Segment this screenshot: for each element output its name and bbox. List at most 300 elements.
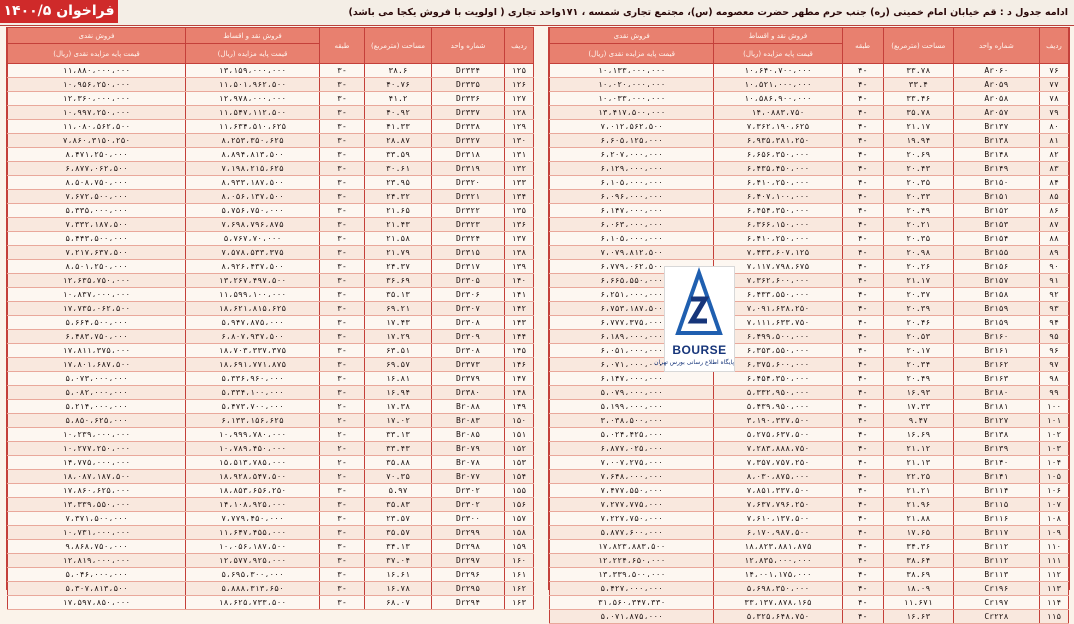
- cell-unit-number: Cr۱۹۷: [953, 596, 1039, 610]
- cell-cash-price: ۶،۱۴۷،۰۰۰،۰۰۰: [550, 372, 714, 386]
- cell-cash-price: ۶،۰۷۱،۰۰۰،۰۰۰: [550, 358, 714, 372]
- cell-cash-price: ۱۷،۷۳۵،۰۶۲،۵۰۰: [8, 302, 186, 316]
- cell-unit-number: Br۱۶۲: [953, 358, 1039, 372]
- cell-installment-price: ۶،۴۵۴،۳۵۰،۰۰۰: [714, 204, 842, 218]
- cell-cash-price: ۱۰،۱۳۳،۰۰۰،۰۰۰: [550, 64, 714, 78]
- cell-floor: -۳: [320, 512, 365, 526]
- cell-row-number: ۱۳۴: [505, 190, 534, 204]
- cell-area: ۲۰.۴۳: [883, 162, 953, 176]
- table-row: [550, 64, 1069, 78]
- cell-row-number: ۱۴۶: [505, 358, 534, 372]
- cell-installment-price: ۵،۳۲۵،۶۴۸،۷۵۰: [714, 610, 842, 624]
- cell-cash-price: ۵،۲۱۴،۰۰۰،۰۰۰: [8, 400, 186, 414]
- cell-row-number: ۸۸: [1039, 232, 1068, 246]
- cell-cash-price: ۷،۲۲۷،۷۵۰،۰۰۰: [550, 512, 714, 526]
- cell-cash-price: ۶،۸۷۷،۰۲۵،۰۰۰: [550, 442, 714, 456]
- cell-unit-number: Dr۳۰۶: [432, 288, 505, 302]
- cell-area: ۳۵.۸۸: [365, 456, 432, 470]
- cell-floor: -۴: [842, 330, 883, 344]
- cell-floor: -۴: [842, 288, 883, 302]
- cell-area: ۱۱.۶۷۱: [883, 596, 953, 610]
- table-row: [550, 470, 1069, 484]
- table-row: [8, 386, 534, 400]
- header-area: مساحت (مترمربع): [365, 28, 432, 64]
- cell-unit-number: Br۰۷۹: [432, 442, 505, 456]
- cell-area: ۳۸.۶۹: [883, 568, 953, 582]
- cell-row-number: ۱۲۵: [505, 64, 534, 78]
- cell-area: ۲۱.۵۸: [365, 232, 432, 246]
- header-cash-price: قیمت پایه مزایده نقدی (ریال): [550, 44, 714, 64]
- cell-row-number: ۸۵: [1039, 190, 1068, 204]
- cell-area: ۳۷.۰۴: [365, 554, 432, 568]
- announcement-tag: فراخوان ۱۴۰۰/۵: [0, 0, 118, 23]
- cell-row-number: ۸۲: [1039, 148, 1068, 162]
- table-row: [550, 78, 1069, 92]
- cell-installment-price: ۷،۶۳۷،۷۹۶،۲۵۰: [714, 498, 842, 512]
- cell-row-number: ۱۱۴: [1039, 596, 1068, 610]
- cell-floor: -۳: [320, 302, 365, 316]
- cell-cash-price: ۱۷،۸۰۱،۶۸۷،۵۰۰: [8, 358, 186, 372]
- cell-cash-price: ۵،۴۴۳،۵۰۰،۰۰۰: [8, 232, 186, 246]
- cell-unit-number: Ar۰۵۷: [953, 106, 1039, 120]
- cell-unit-number: Br۱۵۰: [953, 176, 1039, 190]
- table-row: [550, 568, 1069, 582]
- logo-wordmark: BOURSE: [672, 343, 727, 357]
- cell-floor: -۴: [842, 512, 883, 526]
- table-row: [550, 204, 1069, 218]
- table-row: [8, 106, 534, 120]
- table-row: [550, 148, 1069, 162]
- table-row: [8, 526, 534, 540]
- table-row: [550, 414, 1069, 428]
- cell-installment-price: ۶،۳۷۵،۶۰۰،۰۰۰: [714, 358, 842, 372]
- cell-installment-price: ۷،۶۹۸،۷۹۶،۸۷۵: [186, 218, 320, 232]
- cell-row-number: ۹۳: [1039, 302, 1068, 316]
- cell-unit-number: Dr۳۰۲: [432, 498, 505, 512]
- cell-floor: -۴: [842, 218, 883, 232]
- cell-floor: -۴: [842, 190, 883, 204]
- cell-row-number: ۱۴۸: [505, 386, 534, 400]
- table-row: [550, 498, 1069, 512]
- cell-unit-number: Br۱۶۳: [953, 372, 1039, 386]
- cell-unit-number: Br۱۲۷: [953, 414, 1039, 428]
- cell-area: ۶۸.۰۷: [365, 596, 432, 610]
- cell-cash-price: ۷،۰۱۲،۵۶۲،۵۰۰: [550, 120, 714, 134]
- bourse-logo: [654, 266, 735, 372]
- table-row: [550, 274, 1069, 288]
- cell-floor: -۳: [320, 148, 365, 162]
- cell-unit-number: Br۱۶۰: [953, 330, 1039, 344]
- cell-unit-number: Dr۳۱۵: [432, 246, 505, 260]
- cell-unit-number: Dr۳۲۳: [432, 218, 505, 232]
- cell-floor: -۳: [320, 316, 365, 330]
- cell-area: ۳۰.۶۱: [365, 162, 432, 176]
- cell-floor: -۴: [842, 470, 883, 484]
- cell-floor: -۳: [320, 246, 365, 260]
- page-title: ادامه جدول د : قم خیابان امام خمینی (ره) جنب حرم مطهر حضرت معصومه (س)، مجتمع تجاری شمسه ، ۱۷۱واحد تجاری ( اولویت با فروش یکجا می باشد): [348, 7, 1068, 18]
- cell-floor: -۳: [320, 204, 365, 218]
- cell-row-number: ۱۰۰: [1039, 400, 1068, 414]
- cell-cash-price: ۶،۱۰۵،۰۰۰،۰۰۰: [550, 232, 714, 246]
- cell-area: ۲۴.۳۷: [365, 260, 432, 274]
- cell-installment-price: ۷،۳۶۲،۶۰۰،۰۰۰: [714, 274, 842, 288]
- cell-unit-number: Dr۳۲۲: [432, 204, 505, 218]
- table-row: [550, 344, 1069, 358]
- table-row: [8, 372, 534, 386]
- cell-area: ۲۰.۲۶: [883, 260, 953, 274]
- cell-cash-price: ۶،۱۲۹،۰۰۰،۰۰۰: [550, 162, 714, 176]
- cell-row-number: ۹۹: [1039, 386, 1068, 400]
- cell-unit-number: Br۱۱۶: [953, 512, 1039, 526]
- table-row: [550, 92, 1069, 106]
- cell-installment-price: ۷،۵۷۸،۵۳۳،۳۷۵: [186, 246, 320, 260]
- cell-area: ۱۶.۶۳: [883, 610, 953, 624]
- cell-unit-number: Dr۳۳۵: [432, 78, 505, 92]
- cell-area: ۱۶.۸۱: [365, 372, 432, 386]
- cell-installment-price: ۷،۸۵۱،۳۳۷،۵۰۰: [714, 484, 842, 498]
- cell-row-number: ۸۰: [1039, 120, 1068, 134]
- cell-unit-number: Dr۳۱۹: [432, 162, 505, 176]
- table-row: [8, 148, 534, 162]
- cell-cash-price: ۱۰،۲۳۹،۰۰۰،۰۰۰: [8, 428, 186, 442]
- cell-unit-number: Br۱۵۳: [953, 218, 1039, 232]
- cell-cash-price: ۶،۱۸۹،۰۰۰،۰۰۰: [550, 330, 714, 344]
- cell-row-number: ۱۳۵: [505, 204, 534, 218]
- cell-row-number: ۱۴۱: [505, 288, 534, 302]
- cell-unit-number: Br۱۸۱: [953, 400, 1039, 414]
- units-table-left: [6, 27, 534, 607]
- cell-cash-price: ۱۰،۰۲۰،۰۰۰،۰۰۰: [550, 78, 714, 92]
- cell-unit-number: Br۰۸۸: [432, 400, 505, 414]
- cell-cash-price: ۹،۸۶۸،۷۵۰،۰۰۰: [8, 540, 186, 554]
- cell-row-number: ۹۶: [1039, 344, 1068, 358]
- cell-row-number: ۱۳۱: [505, 148, 534, 162]
- cell-area: ۲۱.۶۵: [365, 204, 432, 218]
- cell-row-number: ۱۵۰: [505, 414, 534, 428]
- cell-row-number: ۱۵۸: [505, 526, 534, 540]
- table-row: [8, 162, 534, 176]
- table-row: [550, 134, 1069, 148]
- table-row: [8, 344, 534, 358]
- cell-cash-price: ۱۷،۵۹۷،۸۵۰،۰۰۰: [8, 596, 186, 610]
- cell-floor: -۴: [842, 456, 883, 470]
- cell-cash-price: ۶،۶۰۵،۱۲۵،۰۰۰: [550, 134, 714, 148]
- cell-area: ۲۲.۲۵: [883, 470, 953, 484]
- cell-unit-number: Dr۳۱۸: [432, 148, 505, 162]
- cell-cash-price: ۱۰،۲۷۷،۲۵۰،۰۰۰: [8, 442, 186, 456]
- cell-unit-number: Br۱۵۸: [953, 288, 1039, 302]
- cell-cash-price: ۵،۶۶۴،۵۰۰،۰۰۰: [8, 316, 186, 330]
- header-floor: طبقه: [842, 28, 883, 64]
- cell-row-number: ۱۵۴: [505, 470, 534, 484]
- cell-floor: -۴: [842, 358, 883, 372]
- cell-row-number: ۸۳: [1039, 162, 1068, 176]
- table-row: [8, 316, 534, 330]
- cell-floor: -۴: [842, 414, 883, 428]
- cell-cash-price: ۶،۱۴۷،۰۰۰،۰۰۰: [550, 204, 714, 218]
- cell-installment-price: ۶،۴۱۰،۲۵۰،۰۰۰: [714, 232, 842, 246]
- cell-floor: -۳: [320, 386, 365, 400]
- table-row: [550, 484, 1069, 498]
- cell-cash-price: ۸،۴۷۱،۲۵۰،۰۰۰: [8, 148, 186, 162]
- table-row: [8, 176, 534, 190]
- cell-installment-price: ۵،۶۹۸،۳۵۰،۰۰۰: [714, 582, 842, 596]
- cell-area: ۲۱.۱۳: [883, 456, 953, 470]
- header-installment-group: فروش نقد و اقساط: [186, 28, 320, 44]
- table-row: [550, 162, 1069, 176]
- cell-unit-number: Dr۳۰۸: [432, 344, 505, 358]
- cell-cash-price: ۵،۱۹۹،۰۰۰،۰۰۰: [550, 400, 714, 414]
- cell-area: ۱۷.۶۵: [883, 526, 953, 540]
- table-row: [8, 456, 534, 470]
- cell-cash-price: ۵،۴۲۷،۰۰۰،۰۰۰: [550, 582, 714, 596]
- cell-row-number: ۱۰۳: [1039, 442, 1068, 456]
- cell-installment-price: ۷،۷۷۹،۴۵۰،۰۰۰: [186, 512, 320, 526]
- cell-floor: -۳: [320, 596, 365, 610]
- cell-area: ۲۰.۴۹: [883, 372, 953, 386]
- table-row: [550, 386, 1069, 400]
- cell-row-number: ۱۵۵: [505, 484, 534, 498]
- cell-row-number: ۸۱: [1039, 134, 1068, 148]
- cell-installment-price: ۱۰،۰۵۶،۱۸۷،۵۰۰: [186, 540, 320, 554]
- cell-row-number: ۱۴۷: [505, 372, 534, 386]
- cell-unit-number: Dr۲۹۸: [432, 540, 505, 554]
- cell-unit-number: Br۱۴۸: [953, 148, 1039, 162]
- cell-installment-price: ۶،۱۳۳،۱۵۶،۶۲۵: [186, 414, 320, 428]
- cell-installment-price: ۷،۶۱۰،۱۳۷،۵۰۰: [714, 512, 842, 526]
- table-row: [550, 302, 1069, 316]
- table-row: [8, 120, 534, 134]
- cell-installment-price: ۷،۱۱۱،۶۳۳،۷۵۰: [714, 316, 842, 330]
- table-row: [8, 568, 534, 582]
- cell-floor: -۳: [320, 260, 365, 274]
- cell-unit-number: Br۱۵۷: [953, 274, 1039, 288]
- cell-installment-price: ۷،۰۹۱،۶۳۸،۲۵۰: [714, 302, 842, 316]
- table-row: [550, 540, 1069, 554]
- cell-floor: -۳: [320, 372, 365, 386]
- table-row: [550, 218, 1069, 232]
- cell-area: ۲۱.۴۳: [365, 218, 432, 232]
- cell-area: ۵.۹۷: [365, 484, 432, 498]
- cell-unit-number: Br۱۳۹: [953, 442, 1039, 456]
- cell-cash-price: ۶،۸۷۷،۰۶۲،۵۰۰: [8, 162, 186, 176]
- table-row: [550, 442, 1069, 456]
- cell-installment-price: ۱۸،۶۲۵،۷۳۳،۵۰۰: [186, 596, 320, 610]
- cell-row-number: ۱۰۷: [1039, 498, 1068, 512]
- cell-floor: -۲: [320, 428, 365, 442]
- cell-unit-number: Br۱۴۱: [953, 470, 1039, 484]
- cell-row-number: ۹۸: [1039, 372, 1068, 386]
- units-table-right: [548, 27, 1070, 621]
- cell-unit-number: Br۱۵۹: [953, 302, 1039, 316]
- cell-floor: -۴: [842, 64, 883, 78]
- cell-floor: -۴: [842, 92, 883, 106]
- cell-row-number: ۱۳۶: [505, 218, 534, 232]
- cell-installment-price: ۱۲،۸۳۵،۰۰۰،۰۰۰: [714, 554, 842, 568]
- table-row: [8, 78, 534, 92]
- cell-unit-number: Br۱۳۷: [953, 120, 1039, 134]
- cell-row-number: ۱۵۳: [505, 456, 534, 470]
- cell-floor: -۴: [842, 400, 883, 414]
- cell-unit-number: Br۱۵۶: [953, 260, 1039, 274]
- table-row: [8, 64, 534, 78]
- cell-row-number: ۱۲۹: [505, 120, 534, 134]
- cell-area: ۷۰.۳۵: [365, 470, 432, 484]
- cell-unit-number: Br۱۶۱: [953, 344, 1039, 358]
- cell-row-number: ۱۱۳: [1039, 582, 1068, 596]
- cell-unit-number: Br۱۵۵: [953, 246, 1039, 260]
- table-row: [8, 428, 534, 442]
- cell-installment-price: ۸،۰۵۶،۱۳۷،۵۰۰: [186, 190, 320, 204]
- cell-installment-price: ۱۸،۶۹۱،۷۷۱،۸۷۵: [186, 358, 320, 372]
- table-row: [550, 512, 1069, 526]
- cell-unit-number: Br۱۱۳: [953, 568, 1039, 582]
- cell-area: ۲۳.۹۵: [365, 176, 432, 190]
- cell-floor: -۳: [320, 64, 365, 78]
- cell-cash-price: ۱۳،۳۳۹،۵۵۰،۰۰۰: [8, 498, 186, 512]
- cell-row-number: ۱۴۹: [505, 400, 534, 414]
- table-row: [8, 400, 534, 414]
- cell-unit-number: Br۱۴۰: [953, 456, 1039, 470]
- cell-area: ۲۰.۳۹: [883, 302, 953, 316]
- cell-floor: -۴: [842, 232, 883, 246]
- table-row: [550, 372, 1069, 386]
- cell-floor: -۳: [320, 120, 365, 134]
- cell-installment-price: ۷،۳۵۷،۷۵۷،۲۵۰: [714, 456, 842, 470]
- cell-row-number: ۱۰۴: [1039, 456, 1068, 470]
- cell-unit-number: Ar۰۵۹: [953, 78, 1039, 92]
- cell-installment-price: ۵،۶۹۵،۳۰۰،۰۰۰: [186, 568, 320, 582]
- cell-cash-price: ۳۱،۵۶۰،۳۴۷،۳۳۰: [550, 596, 714, 610]
- cell-installment-price: ۶،۶۵۶،۳۵۰،۰۰۰: [714, 148, 842, 162]
- cell-row-number: ۱۶۰: [505, 554, 534, 568]
- logo-tagline: پایگاه اطلاع رسانی بورس تهران: [654, 359, 734, 366]
- cell-floor: -۳: [320, 358, 365, 372]
- cell-row-number: ۱۳۲: [505, 162, 534, 176]
- cell-cash-price: ۱۲،۲۲۴،۶۵۰،۰۰۰: [550, 554, 714, 568]
- cell-cash-price: ۶،۴۸۳،۷۵۰،۰۰۰: [8, 330, 186, 344]
- cell-area: ۲۰.۹۸: [883, 246, 953, 260]
- cell-installment-price: ۱۰،۵۸۶،۹۰۰،۰۰۰: [714, 92, 842, 106]
- cell-area: ۳۵.۵۷: [365, 526, 432, 540]
- table-body-left: [8, 64, 534, 610]
- cell-cash-price: ۱۳،۳۳۹،۵۰۰،۰۰۰: [550, 568, 714, 582]
- cell-installment-price: ۳۳،۱۳۷،۸۷۸،۱۶۵: [714, 596, 842, 610]
- cell-floor: -۴: [842, 442, 883, 456]
- cell-floor: -۳: [320, 176, 365, 190]
- cell-area: ۲۰.۴۹: [883, 204, 953, 218]
- cell-floor: -۴: [842, 302, 883, 316]
- cell-row-number: ۱۳۰: [505, 134, 534, 148]
- cell-row-number: ۱۵۶: [505, 498, 534, 512]
- cell-row-number: ۱۱۵: [1039, 610, 1068, 624]
- cell-unit-number: Dr۲۹۵: [432, 582, 505, 596]
- cell-cash-price: ۶،۰۹۶،۰۰۰،۰۰۰: [550, 190, 714, 204]
- cell-cash-price: ۵،۰۲۴،۴۲۵،۰۰۰: [550, 428, 714, 442]
- cell-unit-number: Br۱۱۴: [953, 484, 1039, 498]
- cell-cash-price: ۷،۴۷۷،۵۵۰،۰۰۰: [550, 484, 714, 498]
- cell-row-number: ۸۷: [1039, 218, 1068, 232]
- cell-row-number: ۱۰۶: [1039, 484, 1068, 498]
- table-row: [550, 456, 1069, 470]
- cell-unit-number: Br۱۳۸: [953, 428, 1039, 442]
- cell-unit-number: Br۱۸۰: [953, 386, 1039, 400]
- cell-unit-number: Dr۳۱۷: [432, 260, 505, 274]
- cell-cash-price: ۱۴،۷۷۵،۰۰۰،۰۰۰: [8, 456, 186, 470]
- cell-area: ۶۳.۵۱: [365, 344, 432, 358]
- cell-floor: -۳: [320, 288, 365, 302]
- cell-floor: -۴: [842, 372, 883, 386]
- cell-row-number: ۱۳۷: [505, 232, 534, 246]
- cell-unit-number: Dr۳۳۶: [432, 92, 505, 106]
- cell-unit-number: Dr۳۸۰: [432, 386, 505, 400]
- cell-floor: -۴: [842, 386, 883, 400]
- cell-installment-price: ۱۳،۱۵۹،۰۰۰،۰۰۰: [186, 64, 320, 78]
- cell-installment-price: ۵،۴۷۳،۷۰۰،۰۰۰: [186, 400, 320, 414]
- cell-installment-price: ۷،۳۶۲،۱۹۰،۶۲۵: [714, 120, 842, 134]
- cell-area: ۴۱.۲: [365, 92, 432, 106]
- table-row: [550, 358, 1069, 372]
- cell-installment-price: ۱۰،۹۹۹،۷۸۰،۰۰۰: [186, 428, 320, 442]
- cell-unit-number: Br۱۵۹: [953, 316, 1039, 330]
- header-row-number: ردیف: [1039, 28, 1068, 64]
- cell-area: ۳۳.۴۳: [365, 442, 432, 456]
- header-cash-price: قیمت پایه مزایده نقدی (ریال): [8, 44, 186, 64]
- cell-row-number: ۱۲۷: [505, 92, 534, 106]
- header-row-number: ردیف: [505, 28, 534, 64]
- cell-installment-price: ۱۰،۷۸۹،۴۵۰،۰۰۰: [186, 442, 320, 456]
- cell-unit-number: Br۱۵۱: [953, 190, 1039, 204]
- cell-cash-price: ۷،۸۶۰،۳۱۵۰،۲۵۰: [8, 134, 186, 148]
- cell-unit-number: Dr۳۰۹: [432, 330, 505, 344]
- cell-installment-price: ۸،۰۳۰،۸۷۵،۰۰۰: [714, 470, 842, 484]
- table-row: [8, 288, 534, 302]
- cell-cash-price: ۳،۰۳۸،۵۰۰،۰۰۰: [550, 414, 714, 428]
- cell-installment-price: ۱۸،۷۰۳،۳۳۷،۳۷۵: [186, 344, 320, 358]
- cell-row-number: ۱۰۵: [1039, 470, 1068, 484]
- cell-floor: -۳: [320, 92, 365, 106]
- cell-area: ۴۰.۷۶: [365, 78, 432, 92]
- cell-floor: -۴: [842, 148, 883, 162]
- cell-floor: -۳: [320, 554, 365, 568]
- cell-area: ۲۸.۸۷: [365, 134, 432, 148]
- cell-installment-price: ۳،۱۹۰،۳۳۷،۵۰۰: [714, 414, 842, 428]
- table-row: [8, 274, 534, 288]
- cell-installment-price: ۵،۸۸۸،۳۱۳،۶۵۰: [186, 582, 320, 596]
- cell-installment-price: ۶،۴۱۰،۲۵۰،۰۰۰: [714, 176, 842, 190]
- cell-cash-price: ۷،۰۰۷،۲۷۵،۰۰۰: [550, 456, 714, 470]
- cell-installment-price: ۸،۹۲۶،۴۳۷،۵۰۰: [186, 260, 320, 274]
- cell-installment-price: ۶،۳۶۶،۱۵۰،۰۰۰: [714, 218, 842, 232]
- cell-cash-price: ۷،۳۷۱،۵۰۰،۰۰۰: [8, 512, 186, 526]
- cell-unit-number: Br۰۷۷: [432, 470, 505, 484]
- cell-row-number: ۷۸: [1039, 92, 1068, 106]
- cell-row-number: ۱۰۱: [1039, 414, 1068, 428]
- cell-area: ۱۶.۹۳: [883, 386, 953, 400]
- cell-cash-price: ۶،۷۷۷،۳۷۵،۰۰۰: [550, 316, 714, 330]
- cell-unit-number: Dr۳۳۴: [432, 64, 505, 78]
- table-row: [8, 330, 534, 344]
- cell-cash-price: ۷،۶۷۲،۵۰۰،۰۰۰: [8, 190, 186, 204]
- table-row: [550, 176, 1069, 190]
- cell-cash-price: ۱۰،۸۳۷،۰۰۰،۰۰۰: [8, 288, 186, 302]
- cell-area: ۱۷.۳۳: [883, 400, 953, 414]
- cell-row-number: ۱۵۹: [505, 540, 534, 554]
- cell-area: ۲۰.۱۷: [883, 344, 953, 358]
- cell-row-number: ۱۲۶: [505, 78, 534, 92]
- cell-installment-price: ۶،۹۳۵،۳۸۱،۲۵۰: [714, 134, 842, 148]
- cell-unit-number: Br۱۵۴: [953, 232, 1039, 246]
